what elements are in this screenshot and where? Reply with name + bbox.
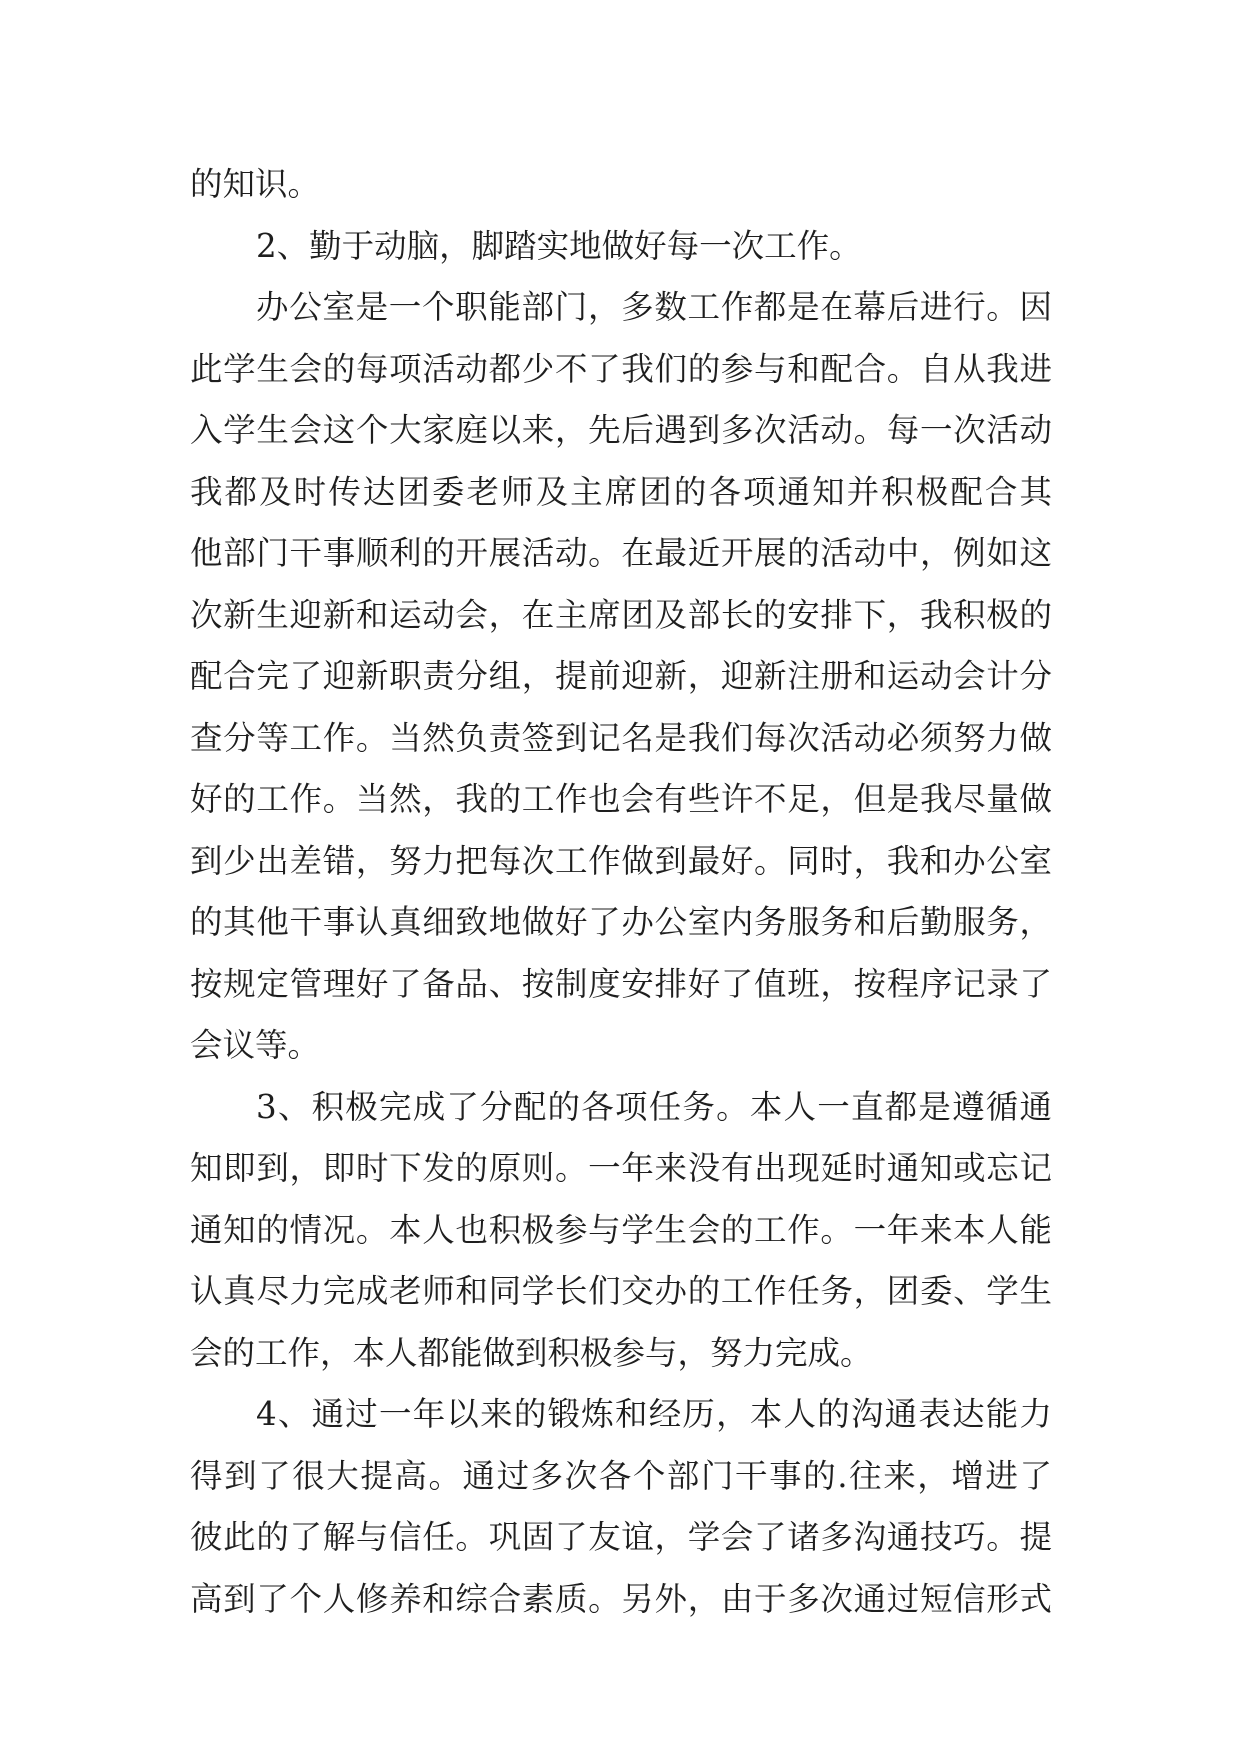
text-line: 会的工作，本人都能做到积极参与，努力完成。	[190, 1333, 873, 1372]
text-line: 按规定管理好了备品、按制度安排好了值班，按程序记录了	[190, 964, 1052, 1003]
text-line: 高到了个人修养和综合素质。另外，由于多次通过短信形式	[190, 1579, 1052, 1618]
text-line: 的其他干事认真细致地做好了办公室内务服务和后勤服务，	[190, 903, 1052, 941]
text-line: 到少出差错，努力把每次工作做到最好。同时，我和办公室	[190, 841, 1052, 880]
text-line: 好的工作。当然，我的工作也会有些许不足，但是我尽量做	[190, 780, 1052, 818]
text-line: 会议等。	[190, 1026, 321, 1064]
text-line: 入学生会这个大家庭以来，先后遇到多次活动。每一次活动	[190, 411, 1052, 449]
text-line: 通知的情况。本人也积极参与学生会的工作。一年来本人能	[190, 1210, 1052, 1249]
text-line: 4、通过一年以来的锻炼和经历，本人的沟通表达能力	[256, 1395, 1052, 1433]
text-line: 知即到，即时下发的原则。一年来没有出现延时通知或忘记	[190, 1149, 1052, 1187]
text-line: 办公室是一个职能部门，多数工作都是在幕后进行。因	[256, 288, 1052, 326]
text-line: 此学生会的每项活动都少不了我们的参与和配合。自从我进	[190, 349, 1052, 388]
text-line: 他部门干事顺利的开展活动。在最近开展的活动中，例如这	[190, 534, 1052, 572]
text-line: 认真尽力完成老师和同学长们交办的工作任务，团委、学生	[190, 1272, 1052, 1310]
body-text	[190, 154, 1052, 1630]
text-line: 次新生迎新和运动会，在主席团及部长的安排下，我积极的	[190, 595, 1052, 634]
text-line: 我都及时传达团委老师及主席团的各项通知并积极配合其	[190, 472, 1052, 511]
text-line: 2、勤于动脑，脚踏实地做好每一次工作。	[256, 226, 862, 265]
text-line: 彼此的了解与信任。巩固了友谊，学会了诸多沟通技巧。提	[190, 1518, 1052, 1556]
text-line: 的知识。	[190, 165, 321, 203]
text-line: 3、积极完成了分配的各项任务。本人一直都是遵循通	[256, 1087, 1052, 1126]
text-line: 配合完了迎新职责分组，提前迎新，迎新注册和运动会计分	[190, 657, 1052, 695]
text-line: 得到了很大提高。通过多次各个部门干事的.往来，增进了	[190, 1456, 1052, 1495]
text-line: 查分等工作。当然负责签到记名是我们每次活动必须努力做	[190, 718, 1052, 757]
